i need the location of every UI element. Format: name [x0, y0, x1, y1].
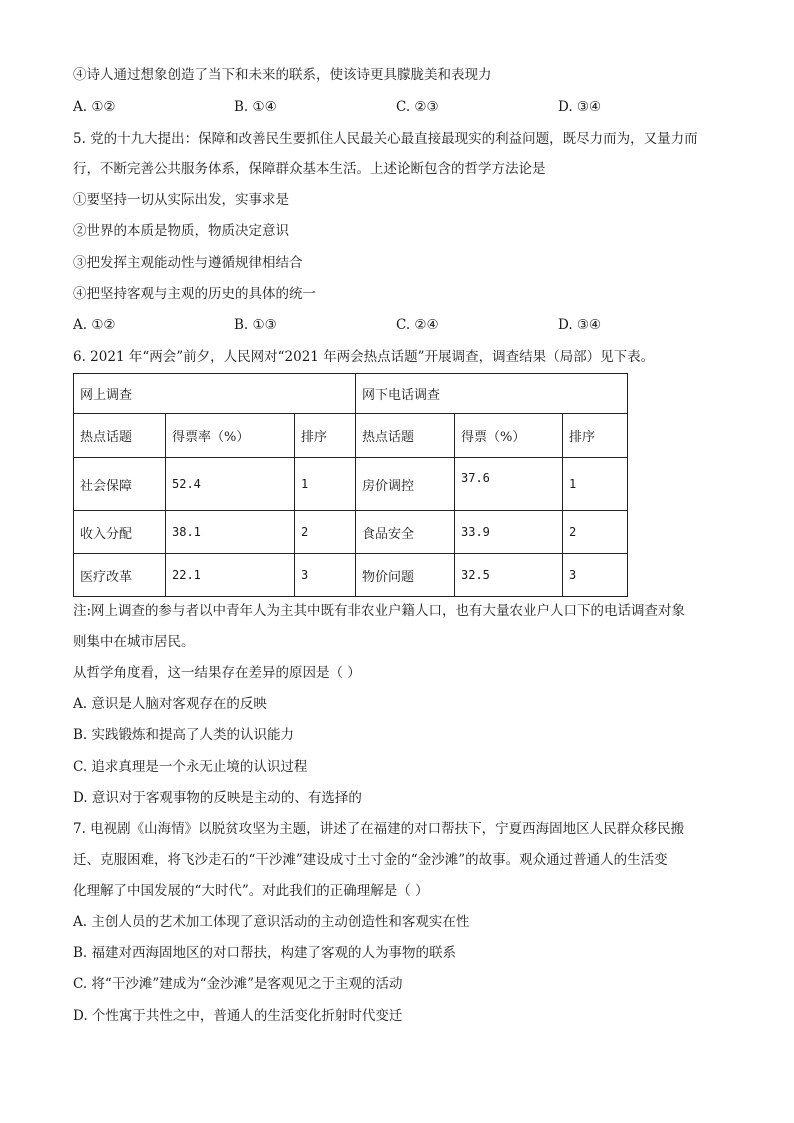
table-cell: 社会保障: [74, 458, 166, 511]
q6-note-line2: 则集中在城市居民。: [73, 634, 195, 650]
q5-option-d: D. ③④: [558, 317, 602, 333]
column-header: 排序: [295, 414, 356, 458]
column-header: 排序: [563, 414, 628, 458]
q4-option-c: C. ②③: [396, 99, 439, 115]
table-row: [74, 511, 628, 554]
column-header: 得票率（%）: [166, 414, 295, 458]
q5-option-a: A. ①②: [73, 317, 116, 333]
column-header: 热点话题: [356, 414, 455, 458]
table-cell: 2: [295, 511, 356, 554]
q6-stem: 6. 2021 年“两会”前夕，人民网对“2021 年两会热点话题”开展调查，调查结果（局部）见下表。: [73, 349, 655, 365]
table-cell: 32.5: [455, 554, 563, 597]
table-cell: 3: [295, 554, 356, 597]
q4-option-a: A. ①②: [73, 99, 116, 115]
q5-statement-4: ④把坚持客观与主观的历史的具体的统一: [73, 286, 316, 302]
table-cell: 房价调控: [356, 458, 455, 511]
table-cell-value: 37.6: [461, 471, 490, 485]
column-header: 热点话题: [74, 414, 166, 458]
table-cell: 3: [563, 554, 628, 597]
q7-choice-d: D. 个性寓于共性之中，普通人的生活变化折射时代变迁: [73, 1008, 403, 1024]
table-group-header-row: [74, 374, 628, 414]
q6-choice-d: D. 意识对于客观事物的反映是主动的、有选择的: [73, 790, 362, 806]
q4-statement-4: ④诗人通过想象创造了当下和未来的联系，使该诗更具朦胧美和表现力: [73, 67, 492, 83]
table-cell: 22.1: [166, 554, 295, 597]
q7-stem-line1: 7. 电视剧《山海情》以脱贫攻坚为主题，讲述了在福建的对口帮扶下，宁夏西海固地区人民群众移民搬: [73, 821, 685, 837]
q5-statement-1: ①要坚持一切从实际出发，实事求是: [73, 192, 289, 208]
table-cell: 物价问题: [356, 554, 455, 597]
table-cell: 1: [563, 458, 628, 511]
table-row: [74, 554, 628, 597]
q6-choice-b: B. 实践锻炼和提高了人类的认识能力: [73, 727, 295, 743]
table-cell: 2: [563, 511, 628, 554]
table-cell: 收入分配: [74, 511, 166, 554]
table-cell: 52.4: [166, 458, 295, 511]
q5-statement-3: ③把发挥主观能动性与遵循规律相结合: [73, 255, 303, 271]
table-cell: 1: [295, 458, 356, 511]
survey-table: [73, 373, 628, 597]
group-header-online: 网上调查: [74, 374, 356, 414]
q4-option-b: B. ①④: [234, 99, 277, 115]
table-row: [74, 458, 628, 511]
table-cell: 33.9: [455, 511, 563, 554]
table-cell: 食品安全: [356, 511, 455, 554]
q6-choice-c: C. 追求真理是一个永无止境的认识过程: [73, 759, 308, 775]
q6-question: 从哲学角度看，这一结果存在差异的原因是（ ）: [73, 665, 361, 681]
q7-choice-b: B. 福建对西海固地区的对口帮扶，构建了客观的人为事物的联系: [73, 945, 457, 961]
q5-option-b: B. ①③: [234, 317, 277, 333]
q7-stem-line3: 化理解了中国发展的“大时代”。对此我们的正确理解是（ ）: [73, 883, 429, 899]
q7-choice-a: A. 主创人员的艺术加工体现了意识活动的主动创造性和客观实在性: [73, 914, 470, 930]
column-header: 得票（%）: [455, 414, 563, 458]
q5-stem-line2: 行，不断完善公共服务体系，保障群众基本生活。上述论断包含的哲学方法论是: [73, 161, 546, 177]
q4-option-d: D. ③④: [558, 99, 602, 115]
q6-choice-a: A. 意识是人脑对客观存在的反映: [73, 696, 267, 712]
table-cell: 38.1: [166, 511, 295, 554]
q7-choice-c: C. 将“干沙滩”建成为“金沙滩”是客观见之于主观的活动: [73, 976, 403, 992]
table-cell: 医疗改革: [74, 554, 166, 597]
table-cell: [455, 458, 563, 511]
q5-stem-line1: 5. 党的十九大提出：保障和改善民生要抓住人民最关心最直接最现实的利益问题，既尽力而为，又量力而: [73, 131, 698, 147]
q7-stem-line2: 迁、克服困难，将飞沙走石的“干沙滩”建设成寸土寸金的“金沙滩”的故事。观众通过普通人的生活变: [73, 852, 668, 868]
q5-option-c: C. ②④: [396, 317, 439, 333]
q6-note-line1: 注:网上调查的参与者以中青年人为主其中既有非农业户籍人口，也有大量农业户人口下的电话调查对象: [73, 603, 686, 619]
q5-statement-2: ②世界的本质是物质，物质决定意识: [73, 223, 289, 239]
table-column-header-row: [74, 414, 628, 458]
group-header-phone: 网下电话调查: [356, 374, 628, 414]
